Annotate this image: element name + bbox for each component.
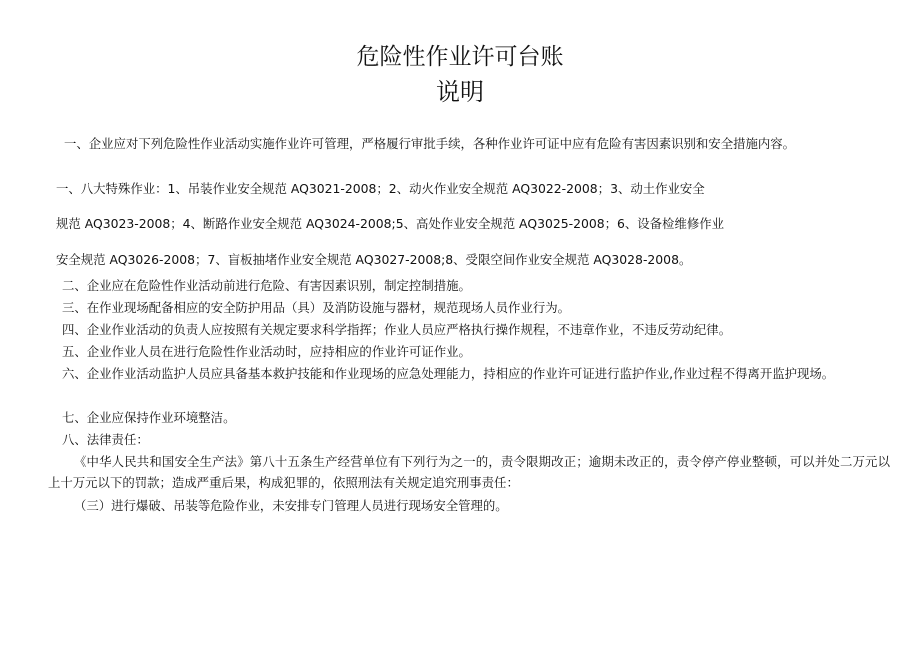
document-title: 危险性作业许可台账 — [356, 44, 564, 70]
paragraph-special-operations-line-2: 规范 AQ3023-2008；4、断路作业安全规范 AQ3024-2008;5、高处作业安全规范 AQ3025-2008；6、设备检维修作业 — [56, 216, 725, 231]
paragraph-special-operations-line-1: 一、八大特殊作业：1、吊装作业安全规范 AQ3021-2008；2、动火作业安全规范 AQ3022-2008；3、动土作业安全 — [56, 181, 705, 196]
paragraph-permit-management: 一、企业应对下列危险性作业活动实施作业许可管理，严格履行审批手续，各种作业许可证中应有危险有害因素识别和安全措施内容。 — [64, 136, 796, 151]
paragraph-supervisor: 六、企业作业活动监护人员应具备基本救护技能和作业现场的应急处理能力，持相应的作业许可证进行监护作业,作业过程不得离开监护现场。 — [62, 366, 835, 381]
paragraph-safety-law: 《中华人民共和国安全生产法》第八十五条生产经营单位有下列行为之一的，责令限期改正；逾期未改正的，责令停产停业整顿，可以并处二万元以上十万元以下的罚款；造成严重后果，构成犯罪的，依照刑法有关规定追究刑事责任： — [48, 454, 890, 490]
paragraph-protective-equipment: 三、在作业现场配备相应的安全防护用品（具）及消防设施与器材，规范现场人员作业行为。 — [62, 300, 571, 315]
paragraph-responsible-person: 四、企业作业活动的负责人应按照有关规定要求科学指挥；作业人员应严格执行操作规程，不违章作业，不违反劳动纪律。 — [62, 322, 732, 337]
paragraph-blasting-hoisting: （三）进行爆破、吊装等危险作业，未安排专门管理人员进行现场安全管理的。 — [74, 498, 508, 513]
document-subtitle: 说明 — [436, 78, 484, 106]
paragraph-legal-liability-heading: 八、法律责任： — [62, 432, 149, 447]
paragraph-hazard-identification: 二、企业应在危险性作业活动前进行危险、有害因素识别，制定控制措施。 — [62, 278, 471, 293]
paragraph-work-permit: 五、企业作业人员在进行危险性作业活动时，应持相应的作业许可证作业。 — [62, 344, 471, 359]
paragraph-environment: 七、企业应保持作业环境整洁。 — [62, 410, 236, 425]
paragraph-special-operations-line-3: 安全规范 AQ3026-2008；7、盲板抽堵作业安全规范 AQ3027-2008;8、受限空间作业安全规范 AQ3028-2008。 — [56, 252, 692, 267]
